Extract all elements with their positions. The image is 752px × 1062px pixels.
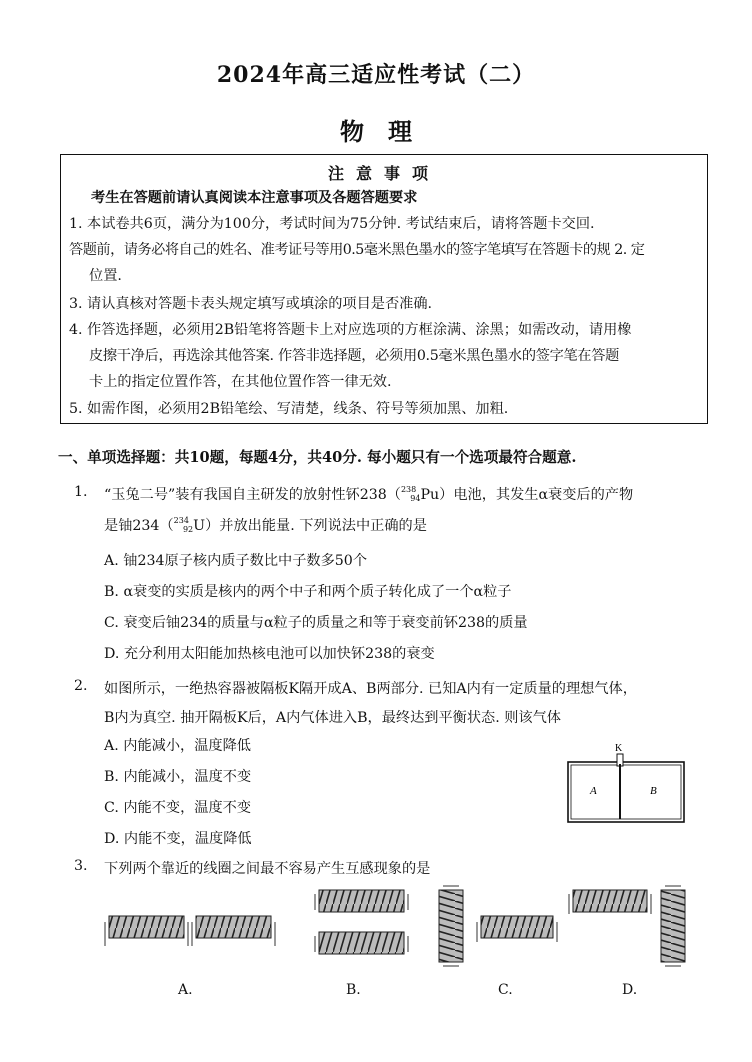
- q1-stem-a: “玉兔二号”装有我国自主研发的放射性钚238（: [104, 487, 401, 503]
- container-outer-wall: [568, 762, 684, 822]
- notice-line-2: 答题前，请务必将自己的姓名、准考证号等用0.5毫米黑色墨水的签字笔填写在答题卡的规 2. 定: [69, 242, 645, 258]
- q1-stem-d: ）并放出能量. 下列说法中正确的是: [205, 518, 427, 534]
- notice-intro: 考生在答题前请认真阅读本注意事项及各题答题要求: [91, 190, 418, 206]
- u-symbol: U: [193, 518, 206, 534]
- u-atomic-number: 92: [182, 525, 194, 534]
- q1-option-d: D. 充分利用太阳能加热核电池可以加快钚238的衰变: [104, 646, 435, 662]
- q1-stem-line2: [104, 515, 427, 535]
- coil-d2: [661, 890, 685, 962]
- pu-symbol: Pu: [420, 487, 440, 503]
- coil-a1: [109, 916, 184, 938]
- coil-c1: [439, 890, 463, 962]
- q1-number: 1.: [74, 484, 88, 500]
- pu-atomic-number: 94: [410, 494, 421, 503]
- pu-isotope: [401, 485, 439, 503]
- q3-label-b: B.: [346, 982, 361, 998]
- section-title: 一、单项选择题：共10题，每题4分，共40分. 每小题只有一个选项最符合题意.: [58, 449, 577, 466]
- notice-title: 注意事项: [327, 164, 440, 183]
- q3-stem: 下列两个靠近的线圈之间最不容易产生互感现象的是: [104, 861, 431, 877]
- notice-line-4a: 4. 作答选择题，必须用2B铅笔将答题卡上对应选项的方框涂满、涂黑；如需改动，请用橡: [69, 322, 632, 338]
- q1-stem-c: 是铀234（: [104, 518, 174, 534]
- q1-option-b: B. α衰变的实质是核内的两个中子和两个质子转化成了一个α粒子: [104, 584, 512, 600]
- pu-mass-number: 238: [400, 485, 417, 494]
- container-inner-wall: [571, 765, 681, 819]
- q2-option-c: C. 内能不变，温度不变: [104, 800, 252, 816]
- q1-stem-line1: [104, 484, 633, 504]
- exam-title: 2024年高三适应性考试（二）: [216, 62, 536, 88]
- notice-line-4b: 皮擦干净后，再选涂其他答案. 作答非选择题，必须用0.5毫米黑色墨水的签字笔在答题: [89, 348, 620, 364]
- q3-number: 3.: [74, 858, 88, 874]
- coil-b2: [319, 932, 404, 954]
- q1-option-a: A. 铀234原子核内质子数比中子数多50个: [104, 553, 368, 569]
- q2-stem-line2: B内为真空. 抽开隔板K后，A内气体进入B，最终达到平衡状态. 则该气体: [104, 710, 561, 726]
- q2-option-b: B. 内能减小，温度不变: [104, 769, 252, 785]
- option-d-coils: [569, 886, 685, 966]
- coil-a2: [196, 916, 271, 938]
- q1-option-c: C. 衰变后铀234的质量与α粒子的质量之和等于衰变前钚238的质量: [104, 615, 528, 631]
- q2-stem-line1: 如图所示，一绝热容器被隔板K隔开成A、B两部分. 已知A内有一定质量的理想气体，: [104, 681, 637, 697]
- u-isotope: [174, 516, 205, 534]
- q3-label-a: A.: [178, 982, 193, 998]
- coil-options-figure: [95, 880, 715, 970]
- coil-b1: [319, 890, 404, 912]
- coil-d1: [573, 890, 647, 912]
- chamber-b-label: B: [650, 785, 657, 797]
- notice-line-5: 5. 如需作图，必须用2B铅笔绘、写清楚，线条、符号等须加黑、加粗.: [69, 401, 509, 417]
- q2-option-a: A. 内能减小，温度降低: [104, 738, 251, 754]
- coil-c2: [481, 916, 553, 938]
- notice-line-1: 1. 本试卷共6页，满分为100分，考试时间为75分钟. 考试结束后，请将答题卡交回.: [69, 216, 595, 232]
- notice-line-4c: 卡上的指定位置作答，在其他位置作答一律无效.: [89, 374, 392, 390]
- q3-label-c: C.: [498, 982, 513, 998]
- u-mass-number: 234: [173, 516, 189, 525]
- option-c-coils: [439, 886, 557, 966]
- notice-line-3: 3. 请认真核对答题卡表头规定填写或填涂的项目是否准确.: [69, 296, 433, 312]
- option-b-coils: [315, 890, 408, 954]
- container-diagram: [562, 740, 692, 824]
- option-a-coils: [105, 916, 275, 946]
- chamber-a-label: A: [590, 785, 597, 797]
- notice-line-2b: 位置.: [89, 268, 122, 284]
- subject-title: 物理: [340, 117, 436, 146]
- partition-label: K: [615, 743, 623, 754]
- q2-number: 2.: [74, 678, 88, 694]
- q3-label-d: D.: [622, 982, 638, 998]
- q1-stem-b: ）电池，其发生α衰变后的产物: [439, 487, 634, 503]
- q2-option-d: D. 内能不变，温度降低: [104, 831, 252, 847]
- notice-box: [60, 154, 708, 424]
